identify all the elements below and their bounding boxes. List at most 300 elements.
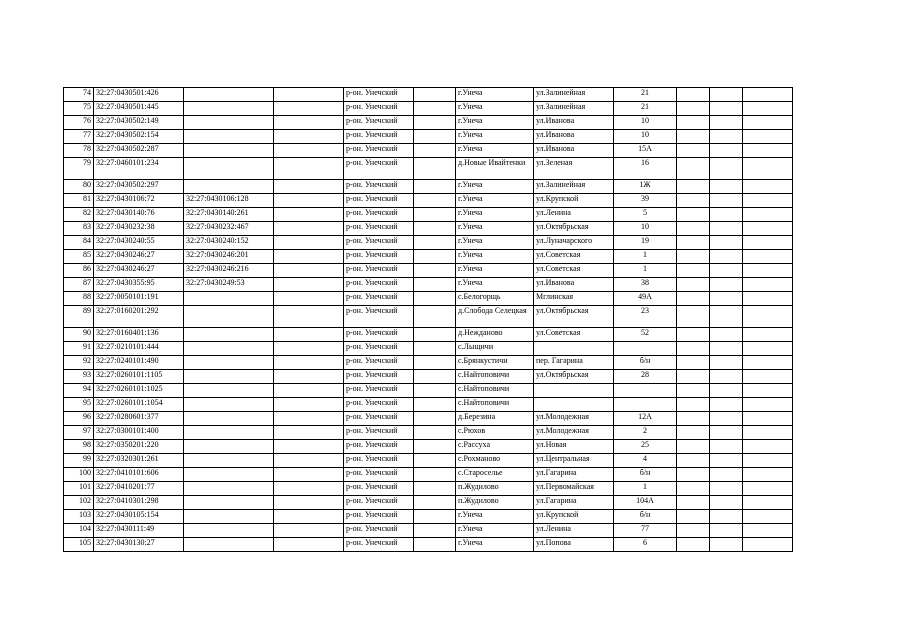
cell-empty-col-2 [414,328,456,342]
cell-extra-col-1 [677,250,710,264]
cell-district: р-он. Унечский [344,292,414,306]
cell-cadastral-number: 32:27:0430105:154 [94,510,184,524]
cell-extra-col-3 [743,306,793,328]
cell-extra-col-2 [710,236,743,250]
cell-house-number: 38 [614,278,677,292]
cell-cadastral-number: 32:27:0320301:261 [94,454,184,468]
cell-street: ул.Ленина [534,208,614,222]
cell-cadastral-number: 32:27:0260101:1025 [94,384,184,398]
cell-empty-col [274,278,344,292]
table-row [64,538,793,552]
cell-district: р-он. Унечский [344,222,414,236]
cell-district: р-он. Унечский [344,356,414,370]
cell-settlement: с.Рюхов [456,426,534,440]
cell-house-number: 39 [614,194,677,208]
table-row [64,292,793,306]
cell-cadastral-number: 32:27:0350201:220 [94,440,184,454]
cell-house-number: б/н [614,510,677,524]
cell-empty-col [274,398,344,412]
cell-street: ул.Гагарина [534,496,614,510]
cell-street: ул.Ленина [534,524,614,538]
cell-settlement: с.Лыщичи [456,342,534,356]
cell-district: р-он. Унечский [344,88,414,102]
table-row [64,236,793,250]
cell-house-number: 12А [614,412,677,426]
cell-extra-col-3 [743,370,793,384]
cell-cadastral-number-2 [184,158,274,180]
cell-extra-col-3 [743,328,793,342]
cell-district: р-он. Унечский [344,144,414,158]
cell-extra-col-2 [710,496,743,510]
cell-cadastral-number: 32:27:0260101:1054 [94,398,184,412]
cell-house-number: 49А [614,292,677,306]
cell-settlement: д.Новые Ивайтенки [456,158,534,180]
cell-extra-col-3 [743,158,793,180]
cell-cadastral-number: 32:27:0430501:445 [94,102,184,116]
cell-empty-col-2 [414,538,456,552]
cell-settlement: с.Найтоповичи [456,398,534,412]
cell-cadastral-number-2 [184,328,274,342]
cell-settlement: г.Унеча [456,180,534,194]
cell-empty-col [274,194,344,208]
table-row [64,370,793,384]
cell-district: р-он. Унечский [344,158,414,180]
cell-extra-col-1 [677,524,710,538]
cell-district: р-он. Унечский [344,236,414,250]
cell-settlement: с.Найтоповичи [456,370,534,384]
cell-empty-col [274,440,344,454]
cell-cadastral-number: 32:27:0210101:444 [94,342,184,356]
cell-extra-col-1 [677,342,710,356]
cell-cadastral-number: 32:27:0430502:287 [94,144,184,158]
cell-house-number: 19 [614,236,677,250]
cell-extra-col-2 [710,208,743,222]
cell-district: р-он. Унечский [344,482,414,496]
cell-street: ул.Гагарина [534,468,614,482]
cell-extra-col-1 [677,328,710,342]
cell-settlement: г.Унеча [456,102,534,116]
table-body [64,88,793,552]
cell-settlement: с.Старосельe [456,468,534,482]
cell-cadastral-number-2: 32:27:0430240:152 [184,236,274,250]
cell-extra-col-2 [710,426,743,440]
cell-empty-col-2 [414,356,456,370]
cell-cadastral-number: 32:27:0240101:490 [94,356,184,370]
cell-empty-col [274,222,344,236]
cell-house-number: 10 [614,222,677,236]
cell-extra-col-3 [743,130,793,144]
cell-extra-col-2 [710,370,743,384]
table-row [64,102,793,116]
cell-cadastral-number-2 [184,426,274,440]
cell-extra-col-3 [743,194,793,208]
cell-house-number: 25 [614,440,677,454]
cell-empty-col [274,524,344,538]
cell-empty-col-2 [414,236,456,250]
cell-settlement: с.Рассуха [456,440,534,454]
cell-cadastral-number: 32:27:0460101:234 [94,158,184,180]
cell-cadastral-number: 32:27:0430111:49 [94,524,184,538]
cell-cadastral-number: 32:27:0430246:27 [94,264,184,278]
cell-empty-col-2 [414,88,456,102]
cell-district: р-он. Унечский [344,538,414,552]
cell-extra-col-3 [743,222,793,236]
cell-empty-col [274,292,344,306]
cell-district: р-он. Унечский [344,454,414,468]
cell-settlement: г.Унеча [456,250,534,264]
cell-extra-col-1 [677,222,710,236]
cell-extra-col-3 [743,454,793,468]
cell-empty-col-2 [414,524,456,538]
cell-extra-col-2 [710,356,743,370]
cell-cadastral-number: 32:27:0410201:77 [94,482,184,496]
cell-empty-col [274,384,344,398]
cell-row-number: 78 [64,144,94,158]
cell-extra-col-2 [710,158,743,180]
cell-empty-col [274,342,344,356]
cell-cadastral-number: 32:27:0280601:377 [94,412,184,426]
cell-cadastral-number-2 [184,116,274,130]
cell-street: ул.Новая [534,440,614,454]
cell-empty-col [274,538,344,552]
cell-extra-col-2 [710,144,743,158]
cell-extra-col-2 [710,510,743,524]
cell-settlement: д.Нежданово [456,328,534,342]
cell-row-number: 76 [64,116,94,130]
cell-empty-col-2 [414,130,456,144]
cell-extra-col-1 [677,306,710,328]
cell-extra-col-2 [710,102,743,116]
cell-house-number: 21 [614,102,677,116]
cell-extra-col-1 [677,370,710,384]
cell-extra-col-3 [743,440,793,454]
cell-house-number: 28 [614,370,677,384]
cell-district: р-он. Унечский [344,412,414,426]
table-row [64,264,793,278]
cell-street: ул.Советская [534,264,614,278]
cell-settlement: г.Унеча [456,116,534,130]
cell-house-number: 5 [614,208,677,222]
cell-cadastral-number-2 [184,144,274,158]
table-row [64,440,793,454]
cell-cadastral-number-2 [184,292,274,306]
table-row [64,496,793,510]
cell-cadastral-number-2: 32:27:0430249:53 [184,278,274,292]
cell-empty-col [274,236,344,250]
cell-row-number: 92 [64,356,94,370]
cell-settlement: г.Унеча [456,524,534,538]
cell-extra-col-1 [677,398,710,412]
cell-settlement: г.Унеча [456,144,534,158]
cell-empty-col [274,88,344,102]
cell-cadastral-number-2 [184,412,274,426]
cell-row-number: 97 [64,426,94,440]
table-row [64,208,793,222]
cell-street: ул.Иванова [534,278,614,292]
cell-row-number: 75 [64,102,94,116]
cell-settlement: г.Унеча [456,222,534,236]
table-row [64,278,793,292]
cell-settlement: с.Брянкустичи [456,356,534,370]
cell-row-number: 99 [64,454,94,468]
cell-extra-col-3 [743,88,793,102]
cell-empty-col [274,264,344,278]
cell-settlement: п.Жудилово [456,482,534,496]
table-row [64,342,793,356]
cell-extra-col-3 [743,482,793,496]
cell-extra-col-2 [710,194,743,208]
cell-settlement: г.Унеча [456,88,534,102]
cell-empty-col [274,116,344,130]
cell-extra-col-3 [743,538,793,552]
cell-house-number: 23 [614,306,677,328]
cell-cadastral-number-2 [184,370,274,384]
cell-cadastral-number-2 [184,398,274,412]
cell-district: р-он. Унечский [344,264,414,278]
cell-extra-col-1 [677,208,710,222]
cell-extra-col-3 [743,102,793,116]
cell-extra-col-1 [677,454,710,468]
cell-street [534,398,614,412]
cell-cadastral-number-2: 32:27:0430246:216 [184,264,274,278]
cell-house-number [614,398,677,412]
cell-street: ул.Центральная [534,454,614,468]
cell-empty-col [274,412,344,426]
table-row [64,524,793,538]
cell-empty-col [274,158,344,180]
cell-district: р-он. Унечский [344,130,414,144]
cell-street: ул.Молодежная [534,412,614,426]
cell-cadastral-number: 32:27:0050101:191 [94,292,184,306]
cell-empty-col [274,208,344,222]
cell-row-number: 85 [64,250,94,264]
cell-house-number [614,342,677,356]
cell-extra-col-2 [710,116,743,130]
cell-extra-col-3 [743,208,793,222]
cell-cadastral-number-2 [184,538,274,552]
table-row [64,356,793,370]
cell-street: ул.Попова [534,538,614,552]
cell-extra-col-2 [710,342,743,356]
cell-extra-col-1 [677,356,710,370]
cell-settlement: д.Слобода Селецкая [456,306,534,328]
cell-extra-col-3 [743,510,793,524]
cell-cadastral-number-2 [184,88,274,102]
cell-empty-col-2 [414,116,456,130]
cell-extra-col-3 [743,250,793,264]
cell-extra-col-3 [743,236,793,250]
cell-extra-col-1 [677,278,710,292]
cell-settlement: с.Белогорщь [456,292,534,306]
cell-empty-col [274,496,344,510]
cell-row-number: 80 [64,180,94,194]
cell-extra-col-2 [710,250,743,264]
cell-empty-col-2 [414,208,456,222]
cell-empty-col-2 [414,278,456,292]
cell-cadastral-number-2: 32:27:0430246:201 [184,250,274,264]
property-table [63,87,793,552]
cell-cadastral-number: 32:27:0260101:1105 [94,370,184,384]
table-row [64,398,793,412]
cell-street: ул.Зеленая [534,158,614,180]
cell-empty-col-2 [414,426,456,440]
cell-cadastral-number: 32:27:0430240:55 [94,236,184,250]
table-row [64,468,793,482]
cell-cadastral-number-2 [184,468,274,482]
cell-street: ул.Первомайская [534,482,614,496]
cell-empty-col [274,454,344,468]
cell-street: ул.Советская [534,250,614,264]
cell-empty-col-2 [414,144,456,158]
cell-extra-col-2 [710,130,743,144]
cell-settlement: г.Унеча [456,510,534,524]
cell-cadastral-number: 32:27:0410101:606 [94,468,184,482]
cell-house-number [614,384,677,398]
cell-row-number: 82 [64,208,94,222]
cell-district: р-он. Унечский [344,194,414,208]
cell-extra-col-3 [743,412,793,426]
cell-extra-col-1 [677,412,710,426]
cell-extra-col-3 [743,496,793,510]
cell-row-number: 88 [64,292,94,306]
cell-settlement: г.Унеча [456,236,534,250]
cell-extra-col-3 [743,116,793,130]
cell-extra-col-3 [743,398,793,412]
cell-district: р-он. Унечский [344,102,414,116]
cell-empty-col [274,356,344,370]
cell-row-number: 101 [64,482,94,496]
cell-extra-col-2 [710,524,743,538]
cell-empty-col-2 [414,158,456,180]
cell-extra-col-2 [710,454,743,468]
cell-cadastral-number: 32:27:0300101:400 [94,426,184,440]
cell-street: Мглинская [534,292,614,306]
table-row [64,510,793,524]
cell-extra-col-1 [677,440,710,454]
cell-extra-col-2 [710,292,743,306]
cell-cadastral-number: 32:27:0430501:426 [94,88,184,102]
table-row [64,426,793,440]
cell-row-number: 83 [64,222,94,236]
cell-cadastral-number-2: 32:27:0430232:467 [184,222,274,236]
cell-extra-col-2 [710,264,743,278]
cell-cadastral-number-2 [184,496,274,510]
cell-settlement: г.Унеча [456,194,534,208]
table-row [64,454,793,468]
cell-extra-col-1 [677,144,710,158]
cell-cadastral-number: 32:27:0410301:298 [94,496,184,510]
cell-house-number: б/н [614,356,677,370]
cell-extra-col-1 [677,130,710,144]
cell-empty-col [274,328,344,342]
cell-street: ул.Октябрьская [534,370,614,384]
cell-cadastral-number: 32:27:0430130:27 [94,538,184,552]
cell-district: р-он. Унечский [344,496,414,510]
cell-cadastral-number-2: 32:27:0430140:261 [184,208,274,222]
table-row [64,306,793,328]
cell-extra-col-1 [677,116,710,130]
cell-cadastral-number-2 [184,356,274,370]
cell-extra-col-1 [677,496,710,510]
cell-empty-col [274,510,344,524]
cell-extra-col-2 [710,412,743,426]
cell-extra-col-2 [710,440,743,454]
cell-settlement: г.Унеча [456,208,534,222]
cell-empty-col-2 [414,482,456,496]
cell-street: ул.Октябрьская [534,306,614,328]
cell-extra-col-1 [677,88,710,102]
cell-empty-col [274,102,344,116]
cell-cadastral-number-2 [184,130,274,144]
cell-row-number: 104 [64,524,94,538]
table-row [64,412,793,426]
cell-cadastral-number: 32:27:0430246:27 [94,250,184,264]
cell-row-number: 95 [64,398,94,412]
cell-extra-col-2 [710,384,743,398]
cell-cadastral-number: 32:27:0430502:149 [94,116,184,130]
cell-cadastral-number: 32:27:0430355:95 [94,278,184,292]
cell-empty-col [274,180,344,194]
cell-extra-col-3 [743,144,793,158]
cell-street: ул.Молодежная [534,426,614,440]
table-row [64,194,793,208]
cell-extra-col-2 [710,398,743,412]
cell-extra-col-2 [710,180,743,194]
cell-empty-col-2 [414,342,456,356]
cell-empty-col-2 [414,440,456,454]
cell-district: р-он. Унечский [344,208,414,222]
cell-empty-col [274,370,344,384]
table-row [64,180,793,194]
cell-settlement: п.Жудилово [456,496,534,510]
cell-extra-col-2 [710,222,743,236]
cell-street: ул.Советская [534,328,614,342]
cell-settlement: д.Березина [456,412,534,426]
cell-row-number: 100 [64,468,94,482]
cell-extra-col-3 [743,426,793,440]
cell-house-number: 1 [614,250,677,264]
cell-cadastral-number-2 [184,440,274,454]
cell-empty-col-2 [414,222,456,236]
cell-settlement: г.Унеча [456,538,534,552]
cell-empty-col [274,468,344,482]
cell-row-number: 96 [64,412,94,426]
cell-extra-col-1 [677,482,710,496]
table-row [64,144,793,158]
cell-row-number: 87 [64,278,94,292]
cell-empty-col-2 [414,412,456,426]
cell-extra-col-1 [677,180,710,194]
cell-row-number: 89 [64,306,94,328]
cell-row-number: 103 [64,510,94,524]
cell-empty-col [274,482,344,496]
cell-empty-col-2 [414,292,456,306]
cell-house-number: 2 [614,426,677,440]
cell-extra-col-3 [743,292,793,306]
table-row [64,328,793,342]
cell-cadastral-number: 32:27:0160401:136 [94,328,184,342]
cell-street: ул.Крупской [534,510,614,524]
cell-extra-col-1 [677,236,710,250]
cell-district: р-он. Унечский [344,468,414,482]
cell-house-number: 10 [614,130,677,144]
table-row [64,250,793,264]
cell-empty-col [274,306,344,328]
cell-street: ул.Октябрьская [534,222,614,236]
cell-row-number: 90 [64,328,94,342]
cell-extra-col-1 [677,426,710,440]
cell-empty-col-2 [414,306,456,328]
